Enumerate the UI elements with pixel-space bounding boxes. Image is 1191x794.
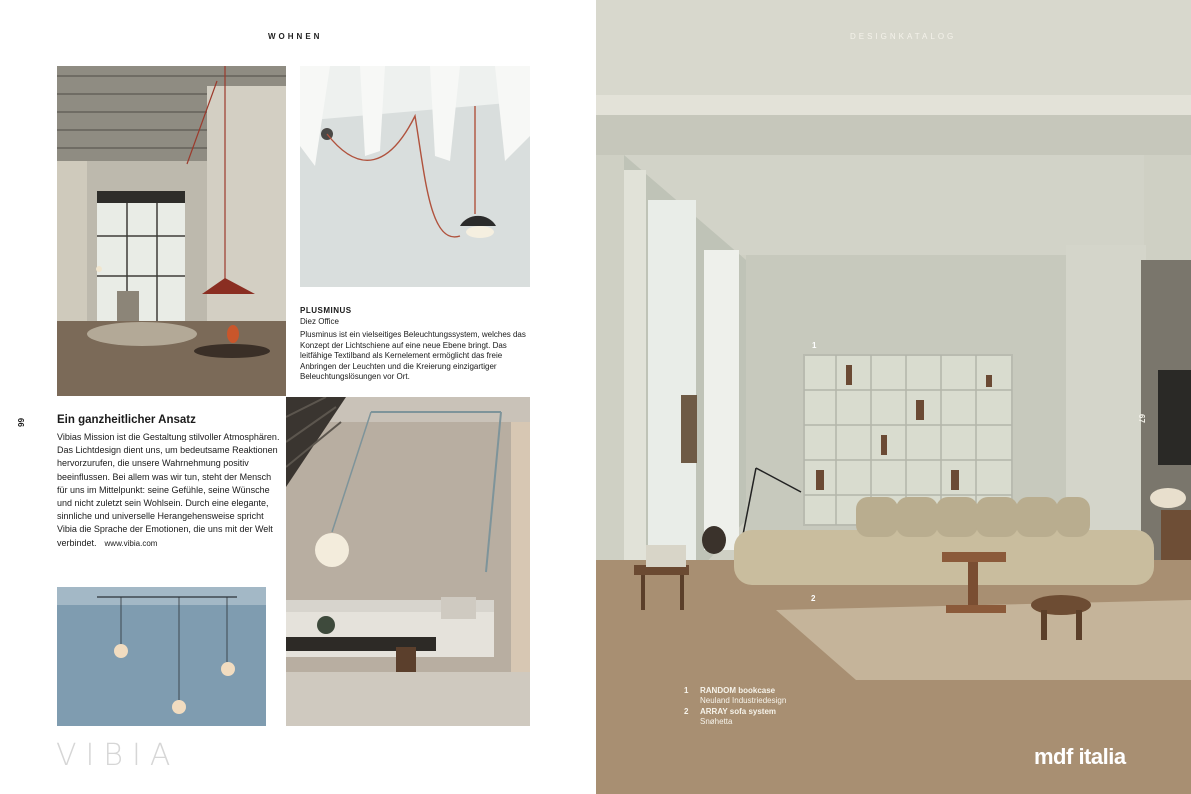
running-head-left: WOHNEN <box>268 32 323 41</box>
legend-text <box>700 686 786 706</box>
legend-product: ARRAY sofa system <box>700 707 777 716</box>
legend-item <box>684 707 786 727</box>
legend-text <box>700 707 776 727</box>
marker-1: 1 <box>812 341 817 350</box>
marker-2: 2 <box>811 594 816 603</box>
vibia-logo: VIBIA <box>56 738 180 773</box>
photo-ceiling-plusminus <box>300 66 530 287</box>
article-heading: Ein ganzheitlicher Ansatz <box>57 414 196 426</box>
legend-product: RANDOM bookcase <box>700 686 776 695</box>
photo-living-room-globe <box>286 397 530 726</box>
article-body-text: Vibias Mission ist die Gestaltung stilvoller Atmosphären. Das Lichtdesign dient uns, um bedeutsame Reaktionen hervorzurufen, die unsere Wahrnehmung positiv beeinflussen. Bei allem was wir tun, steht der Mensch für uns im Mittelpunkt: seine Gefühle, seine Wünsche und nicht zuletzt sein Wohlsein. Durch eine elegante, sinnliche und universelle Herangehensweise spricht Vibia die Sprache der Emotionen, die uns mit der Welt verbindet. <box>57 432 280 548</box>
photo-room-sofa-bookcase <box>596 0 1191 794</box>
legend-item <box>684 686 786 706</box>
mdf-italia-logo: mdf italia <box>1034 744 1126 769</box>
legend-designer: Snøhetta <box>700 717 733 726</box>
legend-designer: Neuland Industriedesign <box>700 696 787 705</box>
caption-text: Plusminus ist ein vielseitiges Beleuchtungssystem, welches das Konzept der Lichtschiene auf eine neue Ebene bringt. Das leitfähige Textilband als Kernelement ermöglicht das freie Anbringen der Leuchten und die Kreierung einzigartiger Beleuchtungslösungen vor Ort. <box>300 330 526 381</box>
caption-subtitle: Diez Office <box>300 316 339 326</box>
legend-number: 2 <box>684 707 689 716</box>
website-link[interactable]: www.vibia.com <box>104 538 158 548</box>
article <box>57 414 283 550</box>
photo-blue-pendants <box>57 587 266 726</box>
right-page <box>596 0 1191 794</box>
caption-plusminus <box>300 306 532 383</box>
photo-room-red-pendant <box>57 66 286 396</box>
running-head-right: DESIGNKATALOG <box>850 32 957 41</box>
article-body <box>57 431 283 550</box>
page-number-right: 67 <box>1137 414 1146 423</box>
product-legend <box>684 686 786 728</box>
caption-title: PLUSMINUS <box>300 306 352 315</box>
page-number-left: 66 <box>16 418 25 427</box>
legend-number: 1 <box>684 686 689 695</box>
